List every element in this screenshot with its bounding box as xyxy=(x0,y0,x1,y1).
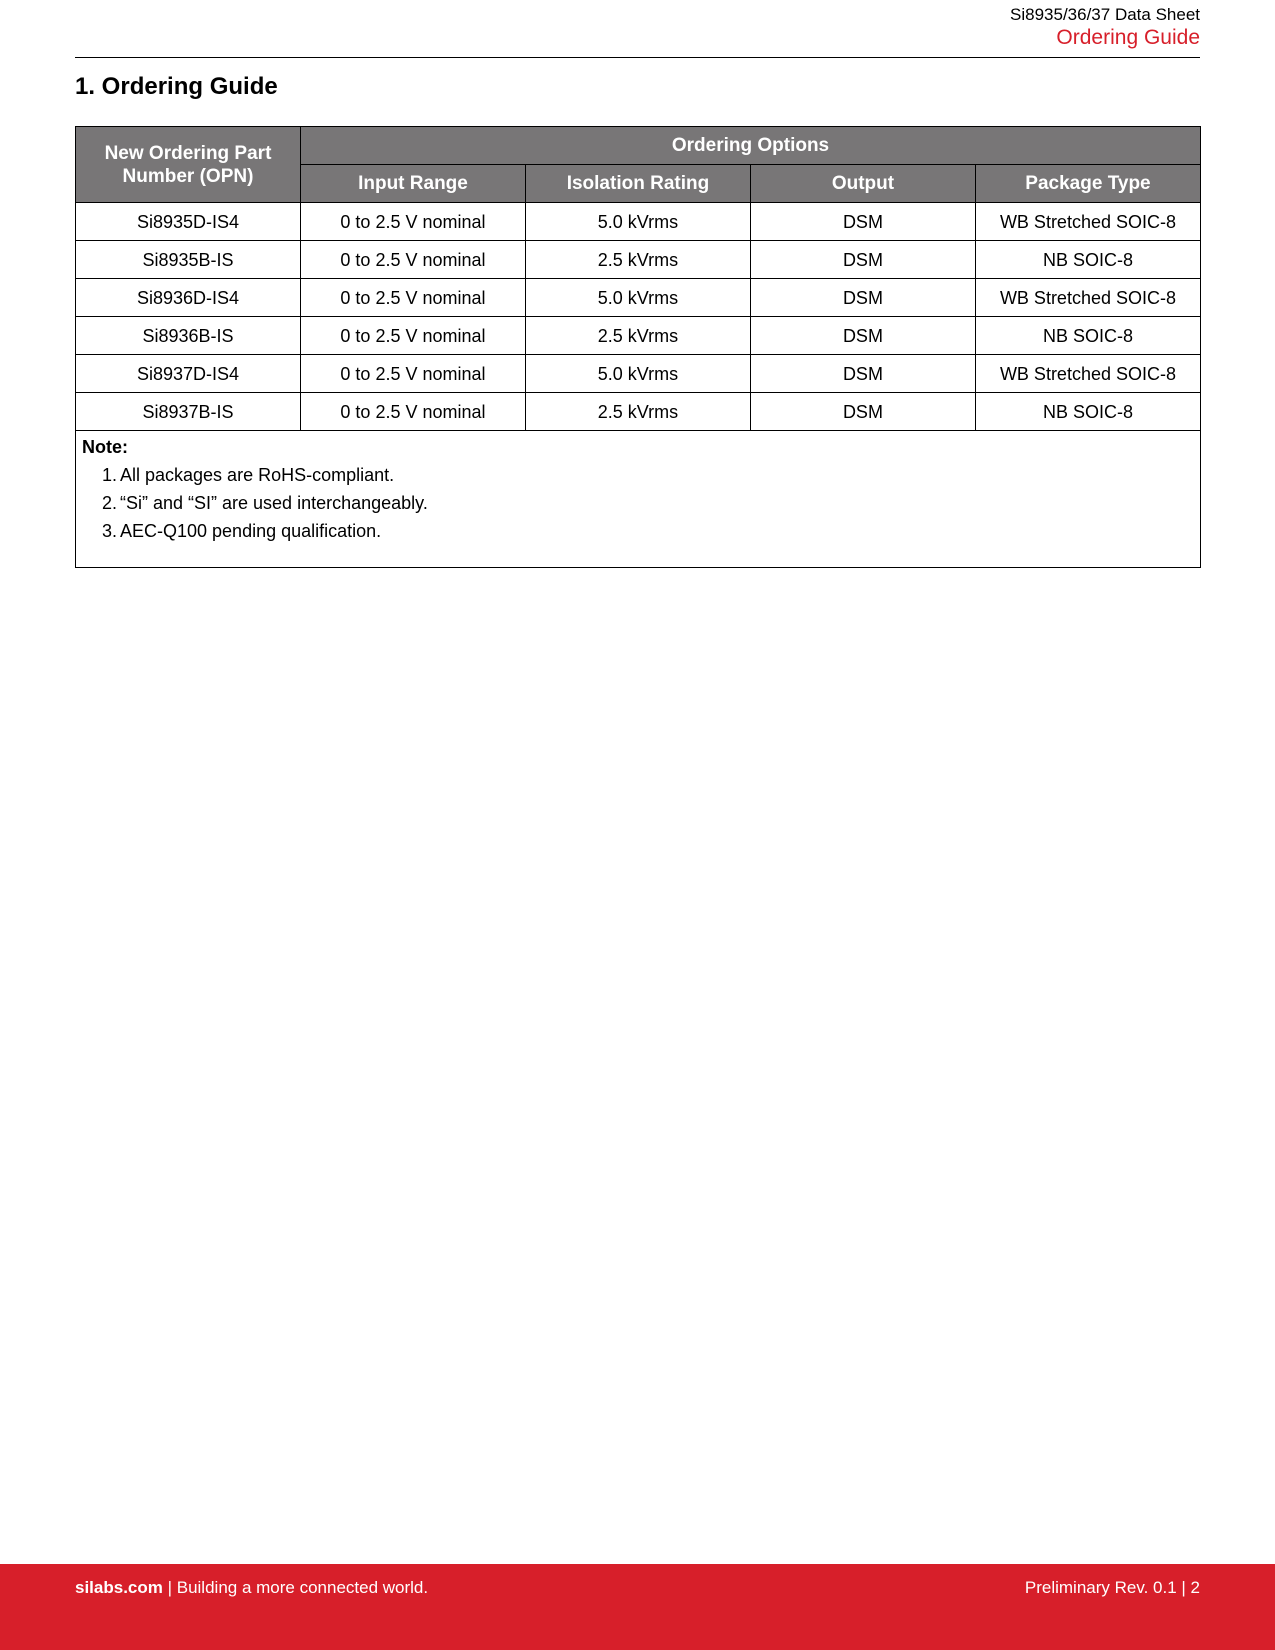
table-cell: 0 to 2.5 V nominal xyxy=(300,203,525,241)
table-header-row xyxy=(76,127,1201,165)
table-cell: DSM xyxy=(750,317,975,355)
footer-tagline: | Building a more connected world. xyxy=(162,1578,429,1597)
note-item xyxy=(102,521,1194,541)
section-label: Ordering Guide xyxy=(1056,26,1200,49)
ordering-options-header: Ordering Options xyxy=(300,127,1200,165)
column-header: Input Range xyxy=(300,165,525,203)
footer-revision: Preliminary Rev. 0.1 | 2 xyxy=(1024,1578,1200,1597)
note-number: 2. xyxy=(102,493,118,513)
table-cell: NB SOIC-8 xyxy=(975,393,1200,431)
table-cell: DSM xyxy=(750,203,975,241)
note-item xyxy=(102,465,1194,485)
page-footer xyxy=(0,1564,1275,1650)
table-cell: Si8937B-IS xyxy=(76,393,301,431)
doc-title: Si8935/36/37 Data Sheet xyxy=(1010,5,1200,24)
page-header xyxy=(75,0,1200,58)
column-header: Package Type xyxy=(975,165,1200,203)
ordering-table xyxy=(75,126,1201,568)
note-title: Note: xyxy=(82,437,128,457)
table-cell: Si8935B-IS xyxy=(76,241,301,279)
page-title: 1. Ordering Guide xyxy=(75,73,278,100)
table-cell: 2.5 kVrms xyxy=(525,317,750,355)
table-row xyxy=(76,355,1201,393)
table-cell: DSM xyxy=(750,393,975,431)
table-row xyxy=(76,279,1201,317)
table-cell: 5.0 kVrms xyxy=(525,203,750,241)
note-text: “Si” and “SI” are used interchangeably. xyxy=(120,493,428,513)
opn-header: New Ordering Part Number (OPN) xyxy=(76,127,301,203)
footer-left xyxy=(75,1578,428,1598)
table-row xyxy=(76,317,1201,355)
footer-site-link[interactable]: silabs.com xyxy=(75,1578,163,1597)
table-row xyxy=(76,241,1201,279)
note-text: All packages are RoHS-compliant. xyxy=(120,465,395,485)
note-item xyxy=(102,493,1194,513)
table-cell: DSM xyxy=(750,241,975,279)
table-cell: NB SOIC-8 xyxy=(975,317,1200,355)
table-cell: Si8935D-IS4 xyxy=(76,203,301,241)
table-cell: 0 to 2.5 V nominal xyxy=(300,279,525,317)
note-text: AEC-Q100 pending qualification. xyxy=(120,521,382,541)
table-row xyxy=(76,203,1201,241)
table-cell: 5.0 kVrms xyxy=(525,355,750,393)
table-cell: Si8936D-IS4 xyxy=(76,279,301,317)
table-cell: 0 to 2.5 V nominal xyxy=(300,355,525,393)
table-cell: WB Stretched SOIC-8 xyxy=(975,279,1200,317)
table-note-row xyxy=(76,431,1201,568)
table-cell: 0 to 2.5 V nominal xyxy=(300,393,525,431)
table-cell: WB Stretched SOIC-8 xyxy=(975,203,1200,241)
note-list xyxy=(82,465,1194,541)
table-cell: Si8936B-IS xyxy=(76,317,301,355)
table-cell: 0 to 2.5 V nominal xyxy=(300,317,525,355)
table-cell: NB SOIC-8 xyxy=(975,241,1200,279)
note-number: 1. xyxy=(102,465,118,485)
table-cell: 2.5 kVrms xyxy=(525,393,750,431)
table-cell: DSM xyxy=(750,355,975,393)
table-cell: Si8937D-IS4 xyxy=(76,355,301,393)
column-header: Isolation Rating xyxy=(525,165,750,203)
column-header: Output xyxy=(750,165,975,203)
table-cell: WB Stretched SOIC-8 xyxy=(975,355,1200,393)
note-number: 3. xyxy=(102,521,118,541)
table-cell: 5.0 kVrms xyxy=(525,279,750,317)
table-row xyxy=(76,393,1201,431)
table-cell: 0 to 2.5 V nominal xyxy=(300,241,525,279)
note-cell xyxy=(76,431,1201,568)
table-cell: 2.5 kVrms xyxy=(525,241,750,279)
table-cell: DSM xyxy=(750,279,975,317)
